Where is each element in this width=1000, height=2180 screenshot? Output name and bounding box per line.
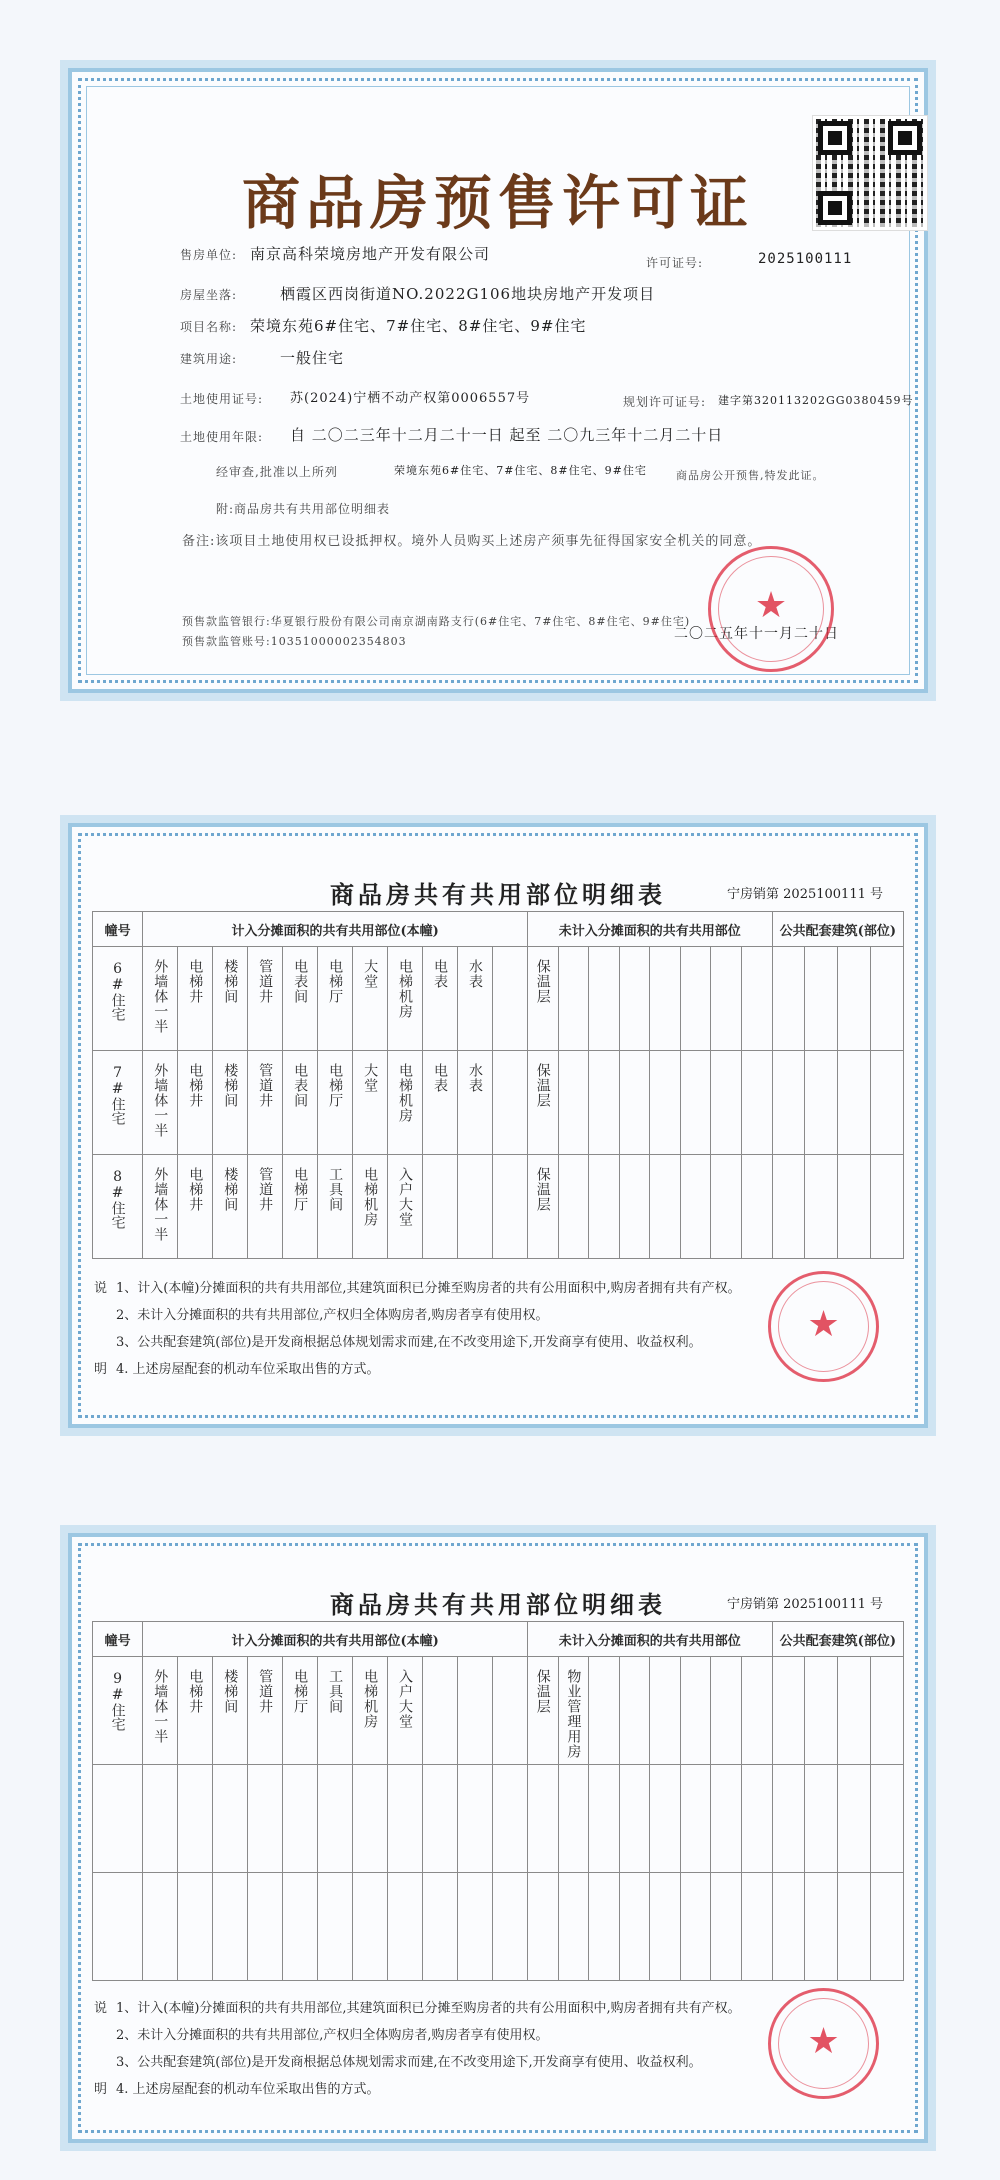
- table-row: [93, 1873, 904, 1981]
- part-cell: 楼梯间: [222, 959, 239, 1004]
- land-term-value: 自 二〇二三年十二月二十一日 起至 二〇九三年十二月二十日: [290, 426, 724, 444]
- col-unshared: 未计入分摊面积的共有共用部位: [527, 1622, 772, 1657]
- part-cell: 工具间: [327, 1167, 344, 1212]
- bank-line: 预售款监管银行:华夏银行股份有限公司南京湖南路支行(6#住宅、7#住宅、8#住宅、9#住宅): [182, 615, 691, 628]
- land-cert-value: 苏(2024)宁栖不动产权第0006557号: [290, 391, 531, 406]
- unshared-cell: 物业管理用房: [565, 1669, 582, 1759]
- seller-label: 售房单位:: [180, 248, 238, 262]
- building-cell: 7#住宅: [109, 1065, 126, 1125]
- part-cell: 电梯机房: [397, 959, 414, 1019]
- part-cell: 电梯机房: [362, 1669, 379, 1729]
- part-cell: 电梯机房: [362, 1167, 379, 1227]
- seal-star-icon: ★: [807, 1304, 840, 1345]
- project-label: 项目名称:: [180, 320, 238, 334]
- detail-no: 宁房销第 2025100111 号: [727, 1597, 883, 1612]
- use-label: 建筑用途:: [180, 352, 238, 366]
- attachment-note: 附:商品房共有共用部位明细表: [216, 502, 391, 516]
- note-line: 4. 上述房屋配套的机动车位采取出售的方式。: [116, 1362, 380, 1377]
- land-term-label: 土地使用年限:: [180, 430, 264, 444]
- col-shared: 计入分摊面积的共有共用部位(本幢): [143, 912, 528, 947]
- building-cell: 6#住宅: [109, 961, 126, 1021]
- building-cell: 9#住宅: [109, 1671, 126, 1731]
- land-cert-label: 土地使用证号:: [180, 392, 264, 406]
- seller-value: 南京高科荣境房地产开发有限公司: [250, 245, 491, 263]
- detail-title: 商品房共有共用部位明细表: [330, 880, 666, 909]
- notes-side-label: 明: [94, 2082, 108, 2097]
- account-line: 预售款监管账号:10351000002354803: [182, 635, 407, 648]
- note-line: 4. 上述房屋配套的机动车位采取出售的方式。: [116, 2082, 380, 2097]
- table-row: [93, 1155, 904, 1259]
- col-building: 幢号: [93, 1622, 143, 1657]
- license-no-value: 2025100111: [758, 251, 853, 267]
- project-value: 荣境东苑6#住宅、7#住宅、8#住宅、9#住宅: [250, 317, 587, 335]
- note-line: 3、公共配套建筑(部位)是开发商根据总体规划需求而建,在不改变用途下,开发商享有使用、收益权利。: [116, 1335, 702, 1350]
- review-suffix: 商品房公开预售,特发此证。: [676, 469, 825, 482]
- detail-no: 宁房销第 2025100111 号: [727, 887, 883, 902]
- remark: 备注:该项目土地使用权已设抵押权。境外人员购买上述房产须事先征得国家安全机关的同意。: [182, 534, 762, 549]
- table-row: [93, 1765, 904, 1873]
- note-line: 1、计入(本幢)分摊面积的共有共用部位,其建筑面积已分摊至购房者的共有公用面积中,购房者拥有共有产权。: [116, 1281, 741, 1296]
- part-cell: 电梯厅: [292, 1167, 309, 1212]
- official-seal: [708, 546, 834, 672]
- part-cell: 电梯井: [187, 1167, 204, 1212]
- license-title: 商品房预售许可证: [241, 169, 754, 237]
- issue-date: 二〇二五年十一月二十日: [674, 626, 839, 642]
- part-cell: 外墙体一半: [152, 1669, 169, 1744]
- part-cell: 大堂: [362, 1063, 379, 1093]
- part-cell: 电梯机房: [397, 1063, 414, 1123]
- part-cell: 电梯井: [187, 1063, 204, 1108]
- col-public: 公共配套建筑(部位): [772, 912, 903, 947]
- note-line: 2、未计入分摊面积的共有共用部位,产权归全体购房者,购房者享有使用权。: [116, 1308, 549, 1323]
- unshared-cell: 保温层: [534, 959, 551, 1004]
- col-public: 公共配套建筑(部位): [772, 1622, 903, 1657]
- table-row: [93, 947, 904, 1051]
- detail-table-sheet-2: [60, 1525, 936, 2151]
- unshared-cell: 保温层: [534, 1167, 551, 1212]
- table-header-row: [93, 1622, 904, 1657]
- unshared-cell: 保温层: [534, 1063, 551, 1108]
- part-cell: 管道井: [257, 1063, 274, 1108]
- part-cell: 电表间: [292, 1063, 309, 1108]
- part-cell: 管道井: [257, 1669, 274, 1714]
- shared-parts-table: [92, 911, 904, 1259]
- detail-title: 商品房共有共用部位明细表: [330, 1590, 666, 1619]
- part-cell: 管道井: [257, 959, 274, 1004]
- note-line: 3、公共配套建筑(部位)是开发商根据总体规划需求而建,在不改变用途下,开发商享有使用、收益权利。: [116, 2055, 702, 2070]
- table-row: [93, 1051, 904, 1155]
- part-cell: 电梯井: [187, 959, 204, 1004]
- plan-no-label: 规划许可证号:: [623, 395, 707, 409]
- part-cell: 电表: [432, 1063, 448, 1093]
- shared-parts-table: [92, 1621, 904, 1981]
- part-cell: 入户大堂: [397, 1669, 414, 1729]
- unshared-cell: 保温层: [534, 1669, 551, 1714]
- note-line: 2、未计入分摊面积的共有共用部位,产权归全体购房者,购房者享有使用权。: [116, 2028, 549, 2043]
- part-cell: 外墙体一半: [152, 959, 169, 1034]
- location-value: 栖霞区西岗街道NO.2022G106地块房地产开发项目: [280, 285, 656, 303]
- part-cell: 电梯厅: [327, 1063, 344, 1108]
- table-row: [93, 1657, 904, 1765]
- part-cell: 电梯井: [187, 1669, 204, 1714]
- part-cell: 水表: [466, 959, 483, 989]
- part-cell: 大堂: [362, 959, 379, 989]
- part-cell: 电梯厅: [327, 959, 344, 1004]
- col-unshared: 未计入分摊面积的共有共用部位: [527, 912, 772, 947]
- plan-no-value: 建字第320113202GG0380459号: [718, 394, 914, 407]
- part-cell: 电表: [432, 959, 448, 989]
- col-shared: 计入分摊面积的共有共用部位(本幢): [143, 1622, 528, 1657]
- part-cell: 工具间: [327, 1669, 344, 1714]
- qr-finder: [888, 121, 922, 155]
- notes-side-label: 说: [94, 2001, 108, 2016]
- part-cell: 楼梯间: [222, 1167, 239, 1212]
- note-line: 1、计入(本幢)分摊面积的共有共用部位,其建筑面积已分摊至购房者的共有公用面积中,购房者拥有共有产权。: [116, 2001, 741, 2016]
- seal-star-icon: ★: [754, 585, 788, 626]
- building-cell: 8#住宅: [109, 1169, 126, 1229]
- official-seal: [768, 1271, 879, 1382]
- review-prefix: 经审查,批准以上所列: [216, 465, 338, 479]
- part-cell: 外墙体一半: [152, 1167, 169, 1242]
- detail-table-sheet-1: [60, 815, 936, 1436]
- location-label: 房屋坐落:: [180, 288, 238, 302]
- notes-side-label: 说: [94, 1281, 108, 1296]
- part-cell: 入户大堂: [397, 1167, 414, 1227]
- part-cell: 电梯厅: [292, 1669, 309, 1714]
- part-cell: 外墙体一半: [152, 1063, 169, 1138]
- part-cell: 水表: [466, 1063, 483, 1093]
- qr-finder: [818, 121, 852, 155]
- notes-side-label: 明: [94, 1362, 108, 1377]
- part-cell: 管道井: [257, 1167, 274, 1212]
- part-cell: 电表间: [292, 959, 309, 1004]
- use-value: 一般住宅: [280, 349, 345, 367]
- part-cell: 楼梯间: [222, 1669, 239, 1714]
- presale-license: [60, 60, 936, 701]
- license-no-label: 许可证号:: [646, 256, 704, 270]
- seal-star-icon: ★: [807, 2021, 840, 2062]
- col-building: 幢号: [93, 912, 143, 947]
- table-header-row: [93, 912, 904, 947]
- review-items: 荣境东苑6#住宅、7#住宅、8#住宅、9#住宅: [394, 464, 647, 477]
- part-cell: 楼梯间: [222, 1063, 239, 1108]
- official-seal: [768, 1988, 879, 2099]
